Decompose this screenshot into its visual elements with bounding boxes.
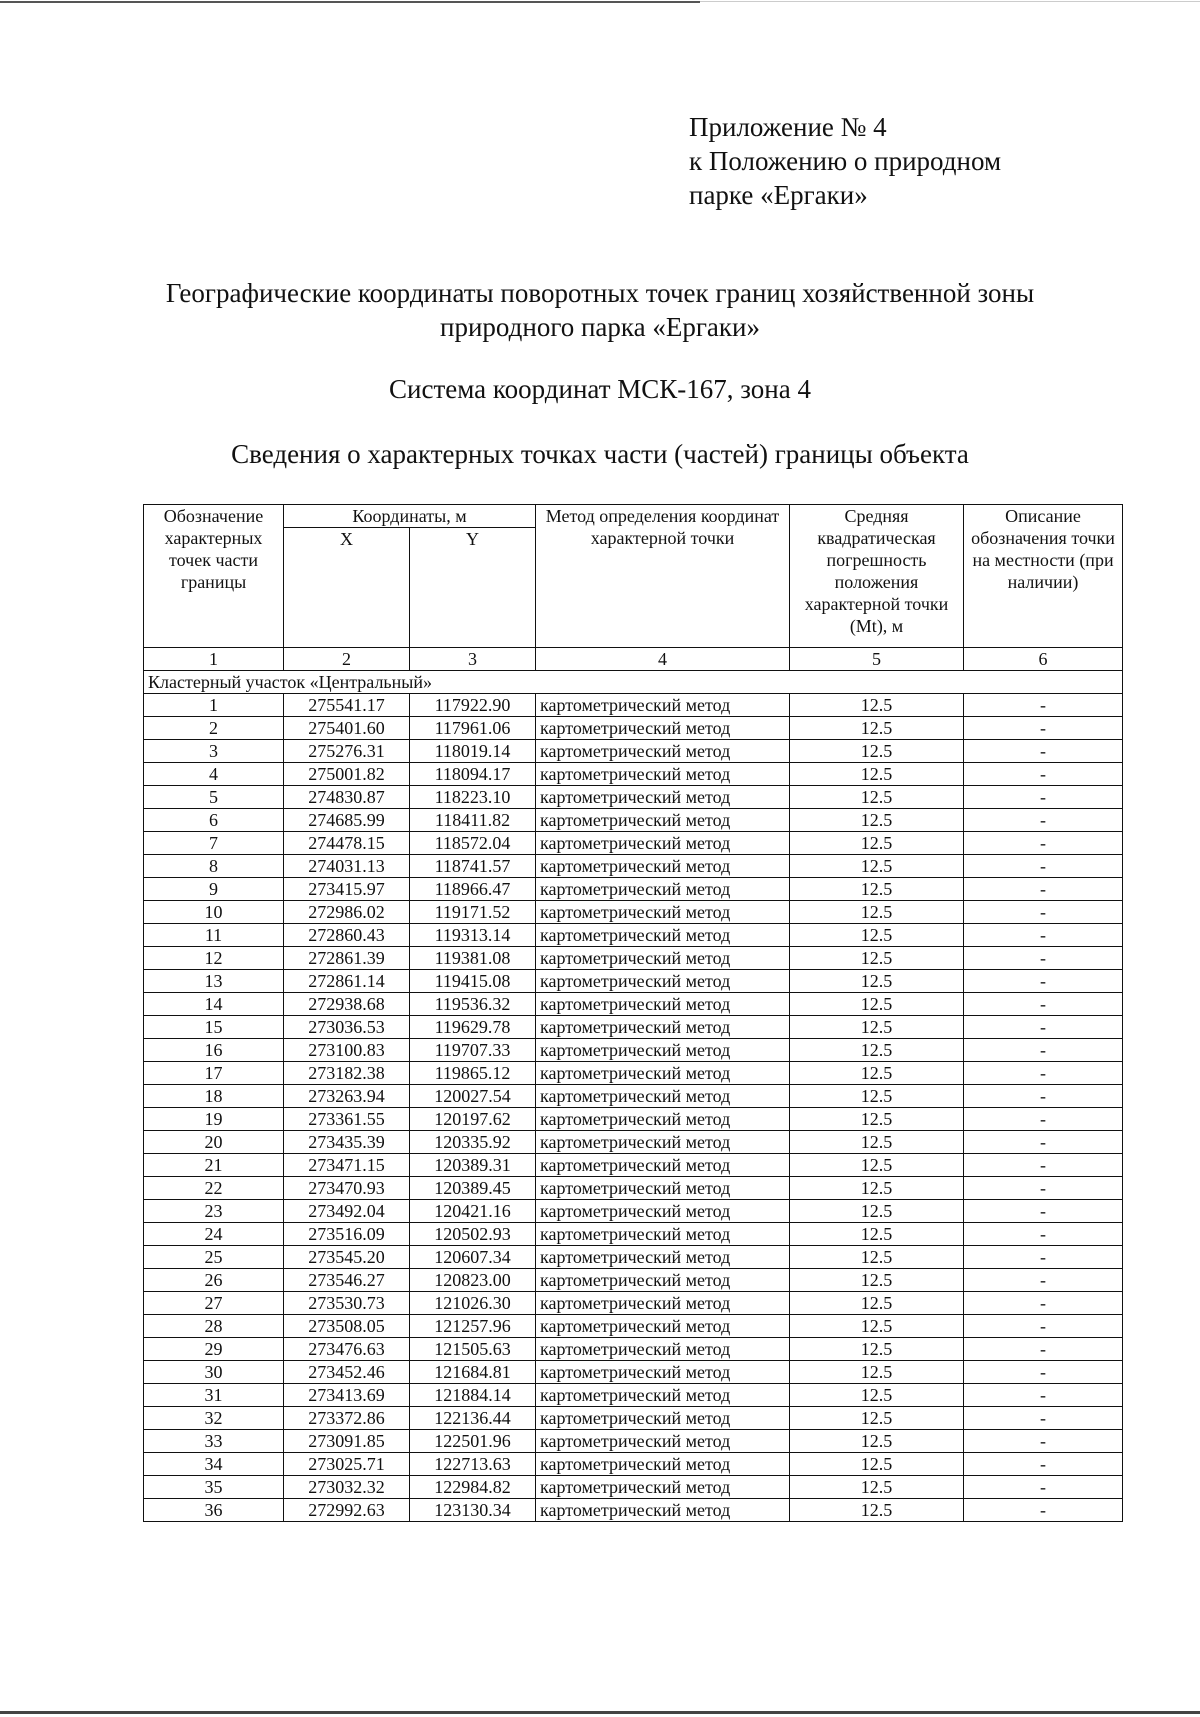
coord-x: 273492.04 bbox=[284, 1200, 410, 1223]
coord-y: 122984.82 bbox=[410, 1476, 536, 1499]
coord-y: 118094.17 bbox=[410, 763, 536, 786]
description: - bbox=[964, 809, 1123, 832]
description: - bbox=[964, 1108, 1123, 1131]
point-number: 8 bbox=[144, 855, 284, 878]
table-row bbox=[144, 1039, 1123, 1062]
error-value: 12.5 bbox=[790, 878, 964, 901]
method: картометрический метод bbox=[536, 1499, 790, 1522]
method: картометрический метод bbox=[536, 1131, 790, 1154]
coord-x: 273036.53 bbox=[284, 1016, 410, 1039]
description: - bbox=[964, 694, 1123, 717]
appendix-line-2: к Положению о природном bbox=[689, 146, 1002, 176]
error-value: 12.5 bbox=[790, 901, 964, 924]
table-row bbox=[144, 763, 1123, 786]
description: - bbox=[964, 878, 1123, 901]
point-number: 4 bbox=[144, 763, 284, 786]
coord-y: 118572.04 bbox=[410, 832, 536, 855]
coord-x: 274685.99 bbox=[284, 809, 410, 832]
method: картометрический метод bbox=[536, 717, 790, 740]
description: - bbox=[964, 901, 1123, 924]
table-row bbox=[144, 1430, 1123, 1453]
coord-x: 273435.39 bbox=[284, 1131, 410, 1154]
coord-x: 272861.14 bbox=[284, 970, 410, 993]
coord-y: 121257.96 bbox=[410, 1315, 536, 1338]
column-number: 5 bbox=[790, 648, 964, 671]
table-row bbox=[144, 878, 1123, 901]
coord-x: 273100.83 bbox=[284, 1039, 410, 1062]
table-row bbox=[144, 717, 1123, 740]
error-value: 12.5 bbox=[790, 1016, 964, 1039]
method: картометрический метод bbox=[536, 1085, 790, 1108]
description: - bbox=[964, 1476, 1123, 1499]
point-number: 11 bbox=[144, 924, 284, 947]
scan-edge-top-faint bbox=[700, 1, 1200, 2]
table-row bbox=[144, 1384, 1123, 1407]
method: картометрический метод bbox=[536, 1039, 790, 1062]
method: картометрический метод bbox=[536, 924, 790, 947]
method: картометрический метод bbox=[536, 1108, 790, 1131]
description: - bbox=[964, 1016, 1123, 1039]
point-number: 12 bbox=[144, 947, 284, 970]
coord-x: 273361.55 bbox=[284, 1108, 410, 1131]
error-value: 12.5 bbox=[790, 855, 964, 878]
coord-y: 119629.78 bbox=[410, 1016, 536, 1039]
coord-y: 120607.34 bbox=[410, 1246, 536, 1269]
point-number: 19 bbox=[144, 1108, 284, 1131]
error-value: 12.5 bbox=[790, 1361, 964, 1384]
point-number: 34 bbox=[144, 1453, 284, 1476]
point-number: 36 bbox=[144, 1499, 284, 1522]
method: картометрический метод bbox=[536, 878, 790, 901]
coord-x: 275541.17 bbox=[284, 694, 410, 717]
coord-y: 118411.82 bbox=[410, 809, 536, 832]
coord-y: 118966.47 bbox=[410, 878, 536, 901]
point-number: 16 bbox=[144, 1039, 284, 1062]
error-value: 12.5 bbox=[790, 1476, 964, 1499]
coord-y: 119313.14 bbox=[410, 924, 536, 947]
table-row bbox=[144, 924, 1123, 947]
appendix-note bbox=[689, 110, 1001, 212]
coord-y: 119536.32 bbox=[410, 993, 536, 1016]
table-row bbox=[144, 740, 1123, 763]
coord-y: 121505.63 bbox=[410, 1338, 536, 1361]
point-number: 10 bbox=[144, 901, 284, 924]
coordinates-table-body bbox=[144, 694, 1123, 1522]
coord-y: 121684.81 bbox=[410, 1361, 536, 1384]
point-number: 6 bbox=[144, 809, 284, 832]
error-value: 12.5 bbox=[790, 1338, 964, 1361]
description: - bbox=[964, 1384, 1123, 1407]
table-row bbox=[144, 1269, 1123, 1292]
description: - bbox=[964, 1338, 1123, 1361]
description: - bbox=[964, 993, 1123, 1016]
error-value: 12.5 bbox=[790, 1315, 964, 1338]
method: картометрический метод bbox=[536, 855, 790, 878]
table-row bbox=[144, 1338, 1123, 1361]
error-value: 12.5 bbox=[790, 1407, 964, 1430]
error-value: 12.5 bbox=[790, 832, 964, 855]
point-number: 22 bbox=[144, 1177, 284, 1200]
coord-y: 121884.14 bbox=[410, 1384, 536, 1407]
description: - bbox=[964, 1315, 1123, 1338]
coord-x: 274031.13 bbox=[284, 855, 410, 878]
error-value: 12.5 bbox=[790, 924, 964, 947]
method: картометрический метод bbox=[536, 763, 790, 786]
description: - bbox=[964, 1223, 1123, 1246]
column-number: 1 bbox=[144, 648, 284, 671]
description: - bbox=[964, 1430, 1123, 1453]
table-row bbox=[144, 855, 1123, 878]
description: - bbox=[964, 855, 1123, 878]
point-number: 26 bbox=[144, 1269, 284, 1292]
coord-x: 272861.39 bbox=[284, 947, 410, 970]
point-number: 29 bbox=[144, 1338, 284, 1361]
coord-x: 273546.27 bbox=[284, 1269, 410, 1292]
description: - bbox=[964, 717, 1123, 740]
point-number: 14 bbox=[144, 993, 284, 1016]
table-row bbox=[144, 1246, 1123, 1269]
method: картометрический метод bbox=[536, 1062, 790, 1085]
description: - bbox=[964, 1361, 1123, 1384]
method: картометрический метод bbox=[536, 901, 790, 924]
method: картометрический метод bbox=[536, 1315, 790, 1338]
point-number: 30 bbox=[144, 1361, 284, 1384]
table-row bbox=[144, 970, 1123, 993]
method: картометрический метод bbox=[536, 1269, 790, 1292]
error-value: 12.5 bbox=[790, 763, 964, 786]
error-value: 12.5 bbox=[790, 1039, 964, 1062]
table-row bbox=[144, 1453, 1123, 1476]
scan-edge-top bbox=[0, 1, 700, 3]
point-number: 21 bbox=[144, 1154, 284, 1177]
error-value: 12.5 bbox=[790, 694, 964, 717]
table-row bbox=[144, 809, 1123, 832]
coord-y: 117961.06 bbox=[410, 717, 536, 740]
coord-y: 118019.14 bbox=[410, 740, 536, 763]
table-row bbox=[144, 1476, 1123, 1499]
table-row bbox=[144, 832, 1123, 855]
header-coordinates: Координаты, м bbox=[284, 505, 536, 528]
method: картометрический метод bbox=[536, 694, 790, 717]
coord-y: 123130.34 bbox=[410, 1499, 536, 1522]
table-row bbox=[144, 1062, 1123, 1085]
coord-y: 120389.31 bbox=[410, 1154, 536, 1177]
point-number: 31 bbox=[144, 1384, 284, 1407]
point-number: 15 bbox=[144, 1016, 284, 1039]
coord-x: 273476.63 bbox=[284, 1338, 410, 1361]
description: - bbox=[964, 786, 1123, 809]
error-value: 12.5 bbox=[790, 809, 964, 832]
method: картометрический метод bbox=[536, 1016, 790, 1039]
description: - bbox=[964, 1200, 1123, 1223]
table-row bbox=[144, 694, 1123, 717]
table-row bbox=[144, 1361, 1123, 1384]
point-number: 7 bbox=[144, 832, 284, 855]
error-value: 12.5 bbox=[790, 1154, 964, 1177]
coord-x: 273372.86 bbox=[284, 1407, 410, 1430]
table-row bbox=[144, 1085, 1123, 1108]
error-value: 12.5 bbox=[790, 786, 964, 809]
point-number: 28 bbox=[144, 1315, 284, 1338]
column-number: 6 bbox=[964, 648, 1123, 671]
point-number: 32 bbox=[144, 1407, 284, 1430]
description: - bbox=[964, 740, 1123, 763]
description: - bbox=[964, 1039, 1123, 1062]
coord-y: 119415.08 bbox=[410, 970, 536, 993]
header-description: Описание обозначения точки на местности (при наличии) bbox=[964, 505, 1123, 648]
table-row bbox=[144, 1177, 1123, 1200]
method: картометрический метод bbox=[536, 1407, 790, 1430]
description: - bbox=[964, 763, 1123, 786]
method: картометрический метод bbox=[536, 970, 790, 993]
header-y: Y bbox=[410, 528, 536, 648]
header-x: X bbox=[284, 528, 410, 648]
point-number: 20 bbox=[144, 1131, 284, 1154]
column-number: 4 bbox=[536, 648, 790, 671]
header-method: Метод определения координат характерной точки bbox=[536, 505, 790, 648]
table-row bbox=[144, 1292, 1123, 1315]
description: - bbox=[964, 1453, 1123, 1476]
point-number: 9 bbox=[144, 878, 284, 901]
coord-x: 273530.73 bbox=[284, 1292, 410, 1315]
description: - bbox=[964, 1407, 1123, 1430]
table-row bbox=[144, 1016, 1123, 1039]
point-number: 17 bbox=[144, 1062, 284, 1085]
error-value: 12.5 bbox=[790, 1062, 964, 1085]
point-number: 2 bbox=[144, 717, 284, 740]
method: картометрический метод bbox=[536, 1430, 790, 1453]
coord-y: 122713.63 bbox=[410, 1453, 536, 1476]
point-number: 3 bbox=[144, 740, 284, 763]
error-value: 12.5 bbox=[790, 1453, 964, 1476]
coord-x: 273516.09 bbox=[284, 1223, 410, 1246]
error-value: 12.5 bbox=[790, 1292, 964, 1315]
error-value: 12.5 bbox=[790, 970, 964, 993]
method: картометрический метод bbox=[536, 993, 790, 1016]
table-row bbox=[144, 1200, 1123, 1223]
error-value: 12.5 bbox=[790, 1131, 964, 1154]
table-row bbox=[144, 786, 1123, 809]
document-title bbox=[100, 276, 1100, 344]
description: - bbox=[964, 832, 1123, 855]
scan-edge-bottom bbox=[0, 1711, 1200, 1714]
point-number: 35 bbox=[144, 1476, 284, 1499]
method: картометрический метод bbox=[536, 1154, 790, 1177]
point-number: 13 bbox=[144, 970, 284, 993]
coord-x: 273091.85 bbox=[284, 1430, 410, 1453]
title-line-2: природного парка «Ергаки» bbox=[440, 312, 760, 342]
error-value: 12.5 bbox=[790, 1223, 964, 1246]
table-row bbox=[144, 1131, 1123, 1154]
method: картометрический метод bbox=[536, 1223, 790, 1246]
method: картометрический метод bbox=[536, 740, 790, 763]
error-value: 12.5 bbox=[790, 1246, 964, 1269]
description: - bbox=[964, 1085, 1123, 1108]
coord-x: 273470.93 bbox=[284, 1177, 410, 1200]
table-row bbox=[144, 1407, 1123, 1430]
coord-x: 273182.38 bbox=[284, 1062, 410, 1085]
coord-x: 275276.31 bbox=[284, 740, 410, 763]
description: - bbox=[964, 924, 1123, 947]
error-value: 12.5 bbox=[790, 1430, 964, 1453]
coord-y: 118741.57 bbox=[410, 855, 536, 878]
method: картометрический метод bbox=[536, 1246, 790, 1269]
coord-y: 120502.93 bbox=[410, 1223, 536, 1246]
coord-x: 273508.05 bbox=[284, 1315, 410, 1338]
coord-x: 275001.82 bbox=[284, 763, 410, 786]
coord-y: 118223.10 bbox=[410, 786, 536, 809]
coord-x: 272992.63 bbox=[284, 1499, 410, 1522]
coord-x: 273413.69 bbox=[284, 1384, 410, 1407]
method: картометрический метод bbox=[536, 947, 790, 970]
coord-x: 273263.94 bbox=[284, 1085, 410, 1108]
info-heading: Сведения о характерных точках части (частей) границы объекта bbox=[231, 439, 969, 469]
description: - bbox=[964, 1246, 1123, 1269]
point-number: 23 bbox=[144, 1200, 284, 1223]
table-row bbox=[144, 993, 1123, 1016]
coord-x: 272938.68 bbox=[284, 993, 410, 1016]
coord-y: 119865.12 bbox=[410, 1062, 536, 1085]
table-row bbox=[144, 1315, 1123, 1338]
description: - bbox=[964, 1177, 1123, 1200]
table-row bbox=[144, 901, 1123, 924]
error-value: 12.5 bbox=[790, 1200, 964, 1223]
error-value: 12.5 bbox=[790, 1085, 964, 1108]
description: - bbox=[964, 1062, 1123, 1085]
coord-y: 120197.62 bbox=[410, 1108, 536, 1131]
coord-y: 120027.54 bbox=[410, 1085, 536, 1108]
description: - bbox=[964, 1269, 1123, 1292]
description: - bbox=[964, 1499, 1123, 1522]
coord-x: 274830.87 bbox=[284, 786, 410, 809]
coord-x: 273415.97 bbox=[284, 878, 410, 901]
header-designation: Обозначение характерных точек части границы bbox=[144, 505, 284, 648]
point-number: 27 bbox=[144, 1292, 284, 1315]
point-number: 18 bbox=[144, 1085, 284, 1108]
coord-y: 119381.08 bbox=[410, 947, 536, 970]
table-row bbox=[144, 947, 1123, 970]
table-row bbox=[144, 1223, 1123, 1246]
coord-x: 272860.43 bbox=[284, 924, 410, 947]
error-value: 12.5 bbox=[790, 1384, 964, 1407]
point-number: 1 bbox=[144, 694, 284, 717]
description: - bbox=[964, 1131, 1123, 1154]
coord-y: 119707.33 bbox=[410, 1039, 536, 1062]
coord-y: 121026.30 bbox=[410, 1292, 536, 1315]
method: картометрический метод bbox=[536, 1177, 790, 1200]
point-number: 33 bbox=[144, 1430, 284, 1453]
table-row bbox=[144, 1154, 1123, 1177]
method: картометрический метод bbox=[536, 1476, 790, 1499]
method: картометрический метод bbox=[536, 1453, 790, 1476]
method: картометрический метод bbox=[536, 809, 790, 832]
column-number: 2 bbox=[284, 648, 410, 671]
header-error: Средняя квадратическая погрешность положения характерной точки (Mt), м bbox=[790, 505, 964, 648]
coord-x: 273032.32 bbox=[284, 1476, 410, 1499]
coord-y: 120389.45 bbox=[410, 1177, 536, 1200]
method: картометрический метод bbox=[536, 832, 790, 855]
error-value: 12.5 bbox=[790, 993, 964, 1016]
coord-y: 122501.96 bbox=[410, 1430, 536, 1453]
error-value: 12.5 bbox=[790, 740, 964, 763]
coord-x: 272986.02 bbox=[284, 901, 410, 924]
table-row bbox=[144, 1108, 1123, 1131]
description: - bbox=[964, 1154, 1123, 1177]
point-number: 25 bbox=[144, 1246, 284, 1269]
description: - bbox=[964, 947, 1123, 970]
description: - bbox=[964, 970, 1123, 993]
method: картометрический метод bbox=[536, 1200, 790, 1223]
method: картометрический метод bbox=[536, 1361, 790, 1384]
description: - bbox=[964, 1292, 1123, 1315]
coord-x: 275401.60 bbox=[284, 717, 410, 740]
error-value: 12.5 bbox=[790, 1269, 964, 1292]
coord-x: 273025.71 bbox=[284, 1453, 410, 1476]
coord-y: 122136.44 bbox=[410, 1407, 536, 1430]
coord-y: 119171.52 bbox=[410, 901, 536, 924]
cluster-group-label: Кластерный участок «Центральный» bbox=[144, 671, 1123, 694]
column-number: 3 bbox=[410, 648, 536, 671]
appendix-line-1: Приложение № 4 bbox=[689, 112, 887, 142]
point-number: 24 bbox=[144, 1223, 284, 1246]
coord-x: 273545.20 bbox=[284, 1246, 410, 1269]
coord-y: 120823.00 bbox=[410, 1269, 536, 1292]
method: картометрический метод bbox=[536, 1338, 790, 1361]
table-row bbox=[144, 1499, 1123, 1522]
coord-y: 120335.92 bbox=[410, 1131, 536, 1154]
error-value: 12.5 bbox=[790, 1108, 964, 1131]
error-value: 12.5 bbox=[790, 717, 964, 740]
coordinate-system: Система координат МСК-167, зона 4 bbox=[389, 374, 811, 404]
title-line-1: Географические координаты поворотных точек границ хозяйственной зоны bbox=[165, 278, 1035, 308]
coord-y: 117922.90 bbox=[410, 694, 536, 717]
method: картометрический метод bbox=[536, 1292, 790, 1315]
coordinates-table bbox=[143, 504, 1123, 1522]
method: картометрический метод bbox=[536, 1384, 790, 1407]
point-number: 5 bbox=[144, 786, 284, 809]
coord-x: 273452.46 bbox=[284, 1361, 410, 1384]
coord-x: 274478.15 bbox=[284, 832, 410, 855]
error-value: 12.5 bbox=[790, 1499, 964, 1522]
method: картометрический метод bbox=[536, 786, 790, 809]
appendix-line-3: парке «Ергаки» bbox=[689, 180, 868, 210]
coord-x: 273471.15 bbox=[284, 1154, 410, 1177]
error-value: 12.5 bbox=[790, 1177, 964, 1200]
error-value: 12.5 bbox=[790, 947, 964, 970]
coord-y: 120421.16 bbox=[410, 1200, 536, 1223]
